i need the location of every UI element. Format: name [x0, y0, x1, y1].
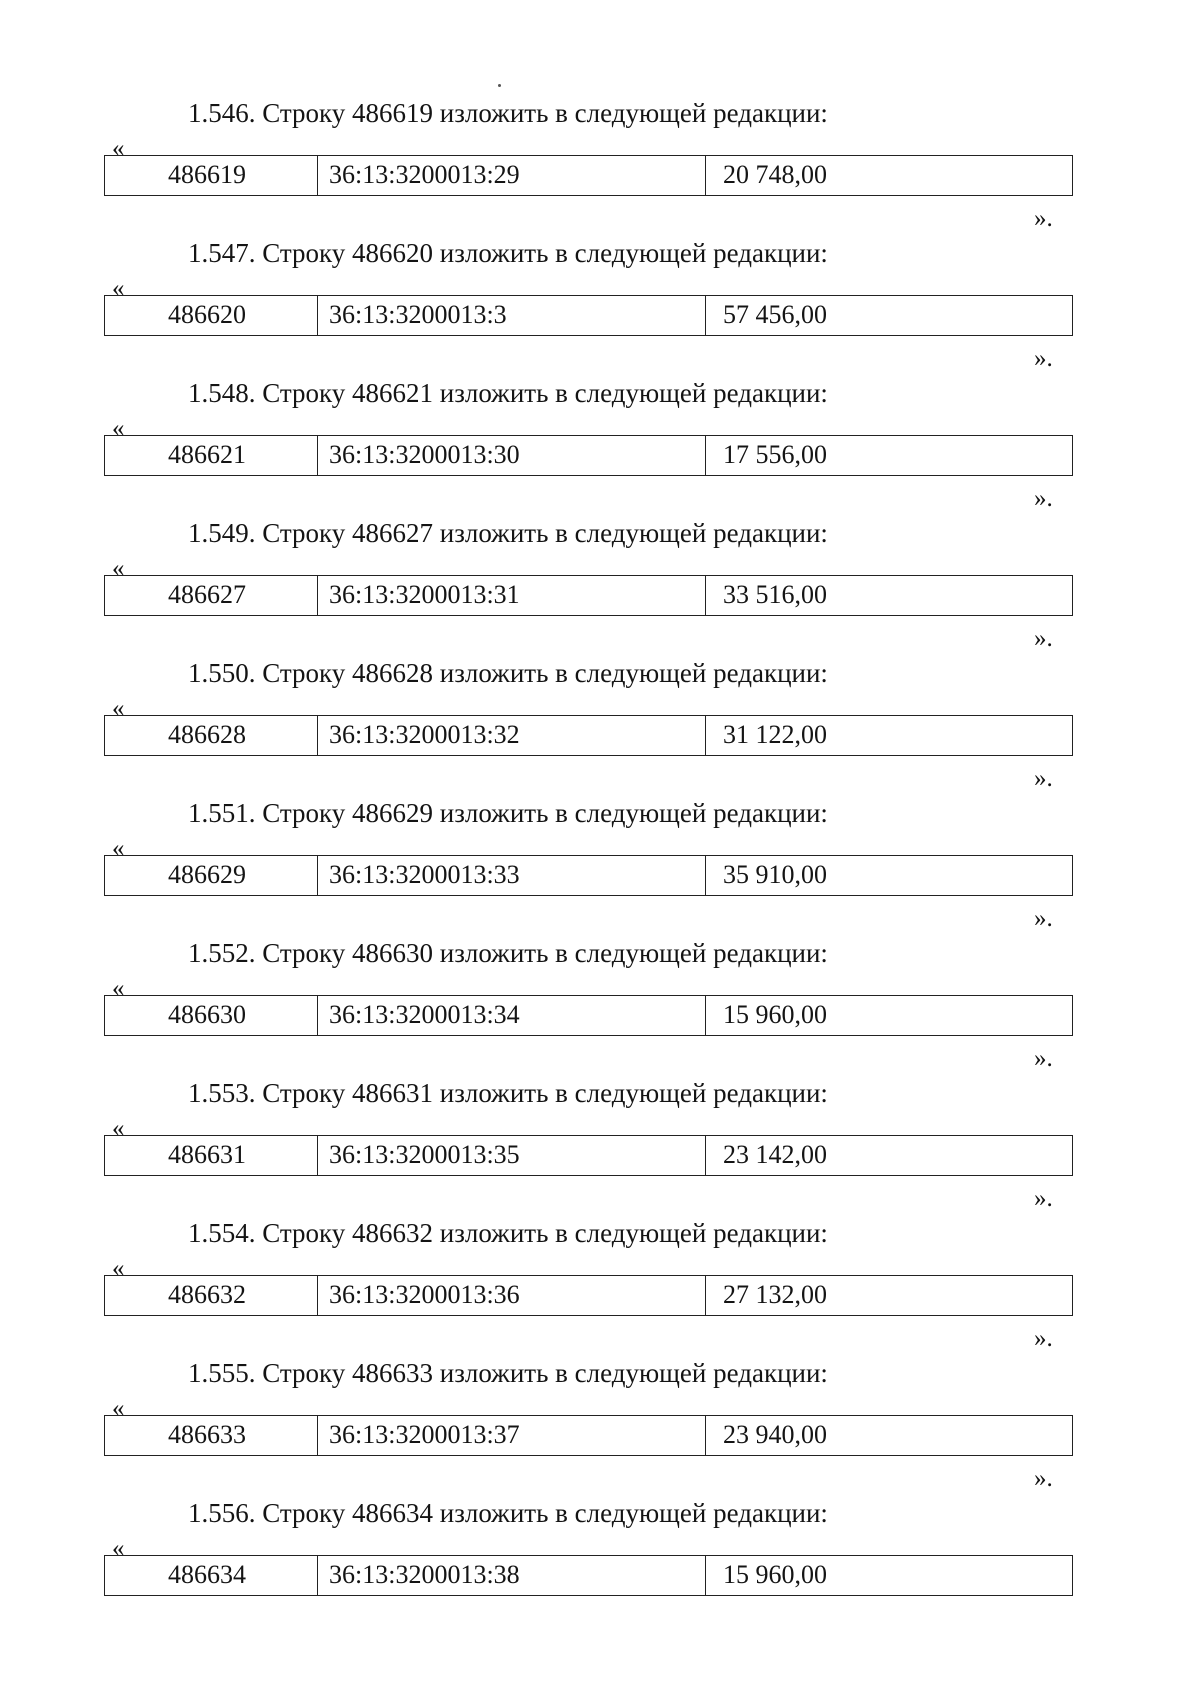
- cadastral-number-cell: 36:13:3200013:32: [318, 716, 706, 755]
- value-cell: 17 556,00: [723, 440, 827, 469]
- close-quote: ».: [1034, 1465, 1053, 1492]
- cadastral-number-cell: 36:13:3200013:3: [318, 296, 706, 335]
- value-cell: 57 456,00: [723, 300, 827, 329]
- amendment-heading: 1.547. Строку 486620 изложить в следующей редакции:: [188, 238, 828, 268]
- value-cell: 15 960,00: [723, 1000, 827, 1029]
- value-cell: 33 516,00: [723, 580, 827, 609]
- open-quote: «: [112, 1535, 125, 1562]
- amendment-section: [0, 1496, 1200, 1646]
- amendment-heading: 1.556. Строку 486634 изложить в следующей редакции:: [188, 1498, 828, 1528]
- row-number-cell: 486628: [105, 716, 318, 755]
- scan-dot-mark: [498, 84, 501, 87]
- value-cell: 27 132,00: [723, 1280, 827, 1309]
- value-cell: 35 910,00: [723, 860, 827, 889]
- open-quote: «: [112, 555, 125, 582]
- amendment-row-table: [104, 1275, 1073, 1316]
- amendment-heading: 1.553. Строку 486631 изложить в следующей редакции:: [188, 1078, 828, 1108]
- cadastral-number-cell: 36:13:3200013:34: [318, 996, 706, 1035]
- open-quote: «: [112, 695, 125, 722]
- cadastral-number-cell: 36:13:3200013:33: [318, 856, 706, 895]
- row-number-cell: 486619: [105, 156, 318, 195]
- amendment-row-table: [104, 1135, 1073, 1176]
- cadastral-number-cell: 36:13:3200013:29: [318, 156, 706, 195]
- amendment-section: [0, 796, 1200, 946]
- amendment-row-table: [104, 575, 1073, 616]
- close-quote: ».: [1034, 1325, 1053, 1352]
- open-quote: «: [112, 1255, 125, 1282]
- cadastral-number-cell: 36:13:3200013:36: [318, 1276, 706, 1315]
- amendment-row-table: [104, 155, 1073, 196]
- value-cell: 15 960,00: [723, 1560, 827, 1589]
- row-number-cell: 486632: [105, 1276, 318, 1315]
- row-number-cell: 486633: [105, 1416, 318, 1455]
- row-number-cell: 486621: [105, 436, 318, 475]
- close-quote: ».: [1034, 205, 1053, 232]
- amendment-section: [0, 1216, 1200, 1366]
- amendment-section: [0, 236, 1200, 386]
- cadastral-number-cell: 36:13:3200013:38: [318, 1556, 706, 1595]
- open-quote: «: [112, 835, 125, 862]
- row-number-cell: 486631: [105, 1136, 318, 1175]
- open-quote: «: [112, 1395, 125, 1422]
- amendment-heading: 1.548. Строку 486621 изложить в следующей редакции:: [188, 378, 828, 408]
- row-number-cell: 486620: [105, 296, 318, 335]
- open-quote: «: [112, 135, 125, 162]
- amendment-section: [0, 656, 1200, 806]
- close-quote: ».: [1034, 1045, 1053, 1072]
- amendment-row-table: [104, 295, 1073, 336]
- amendment-row-table: [104, 1415, 1073, 1456]
- amendment-row-table: [104, 715, 1073, 756]
- amendment-section: [0, 96, 1200, 246]
- cadastral-number-cell: 36:13:3200013:35: [318, 1136, 706, 1175]
- row-number-cell: 486627: [105, 576, 318, 615]
- value-cell: 31 122,00: [723, 720, 827, 749]
- amendment-heading: 1.546. Строку 486619 изложить в следующей редакции:: [188, 98, 828, 128]
- amendment-heading: 1.550. Строку 486628 изложить в следующей редакции:: [188, 658, 828, 688]
- close-quote: ».: [1034, 1185, 1053, 1212]
- close-quote: ».: [1034, 345, 1053, 372]
- amendment-row-table: [104, 995, 1073, 1036]
- close-quote: ».: [1034, 765, 1053, 792]
- open-quote: «: [112, 975, 125, 1002]
- amendment-section: [0, 936, 1200, 1086]
- amendment-heading: 1.549. Строку 486627 изложить в следующей редакции:: [188, 518, 828, 548]
- value-cell: 20 748,00: [723, 160, 827, 189]
- cadastral-number-cell: 36:13:3200013:30: [318, 436, 706, 475]
- value-cell: 23 940,00: [723, 1420, 827, 1449]
- amendment-heading: 1.551. Строку 486629 изложить в следующей редакции:: [188, 798, 828, 828]
- close-quote: ».: [1034, 625, 1053, 652]
- open-quote: «: [112, 415, 125, 442]
- amendment-heading: 1.552. Строку 486630 изложить в следующей редакции:: [188, 938, 828, 968]
- value-cell: 23 142,00: [723, 1140, 827, 1169]
- amendment-section: [0, 1076, 1200, 1226]
- amendment-heading: 1.555. Строку 486633 изложить в следующей редакции:: [188, 1358, 828, 1388]
- open-quote: «: [112, 1115, 125, 1142]
- close-quote: ».: [1034, 485, 1053, 512]
- amendment-row-table: [104, 855, 1073, 896]
- open-quote: «: [112, 275, 125, 302]
- amendment-row-table: [104, 435, 1073, 476]
- row-number-cell: 486630: [105, 996, 318, 1035]
- cadastral-number-cell: 36:13:3200013:31: [318, 576, 706, 615]
- amendment-heading: 1.554. Строку 486632 изложить в следующей редакции:: [188, 1218, 828, 1248]
- amendment-row-table: [104, 1555, 1073, 1596]
- row-number-cell: 486629: [105, 856, 318, 895]
- amendment-section: [0, 1356, 1200, 1506]
- close-quote: ».: [1034, 905, 1053, 932]
- amendment-section: [0, 516, 1200, 666]
- cadastral-number-cell: 36:13:3200013:37: [318, 1416, 706, 1455]
- amendment-section: [0, 376, 1200, 526]
- row-number-cell: 486634: [105, 1556, 318, 1595]
